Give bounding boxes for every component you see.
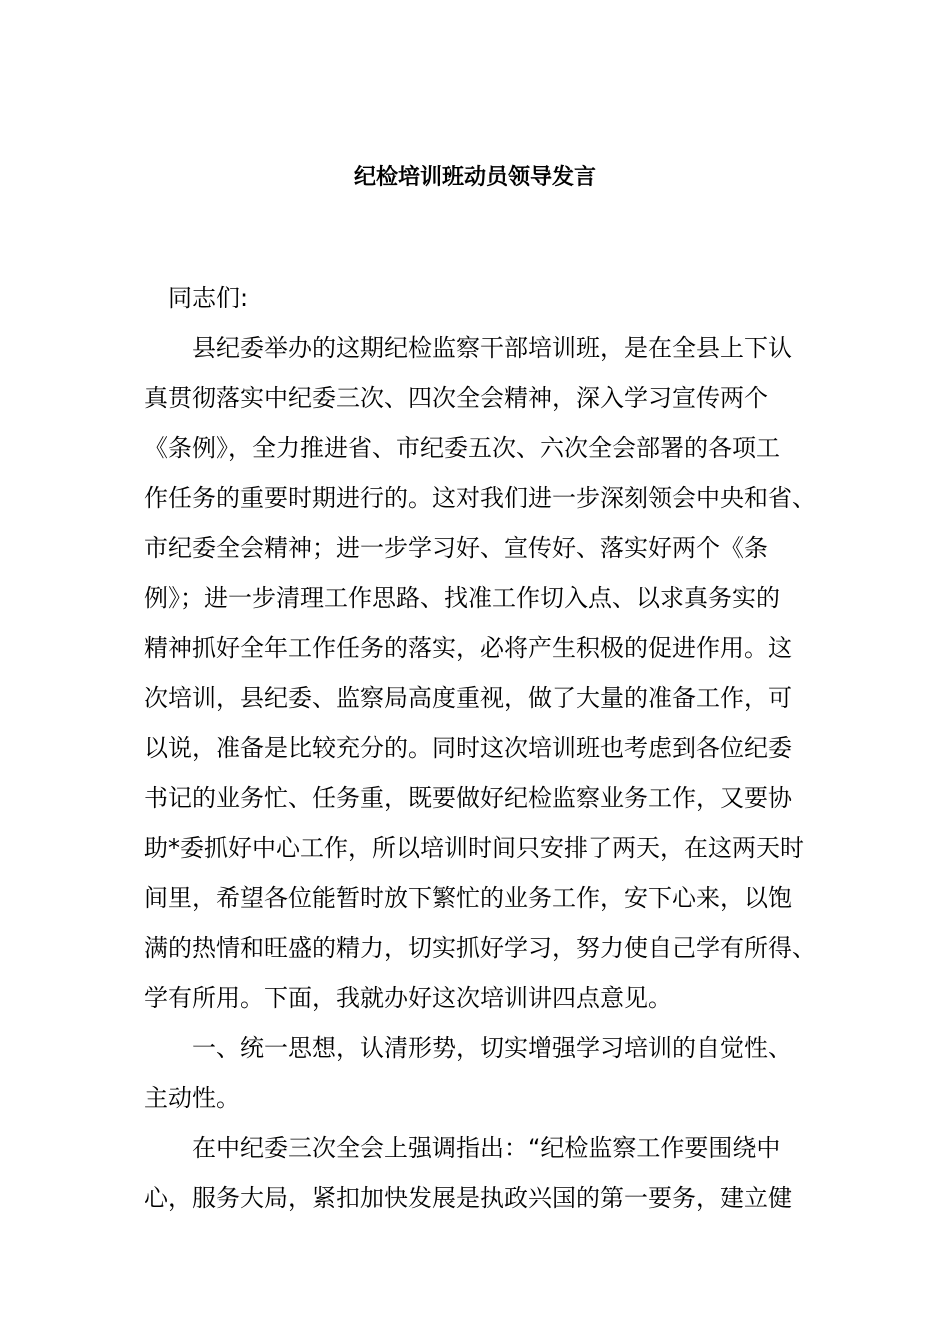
salutation-line: 同志们: (168, 284, 249, 312)
body-line: 间里，希望各位能暂时放下繁忙的业务工作，安下心来，以饱 (144, 884, 792, 912)
body-line: 学有所用。下面，我就办好这次培训讲四点意见。 (144, 984, 672, 1012)
body-line: 例》；进一步清理工作思路、找准工作切入点、以求真务实的 (144, 584, 780, 612)
body-line: 满的热情和旺盛的精力，切实抓好学习，努力使自己学有所得、 (144, 934, 816, 962)
section-heading-line: 一、统一思想，认清形势，切实增强学习培训的自觉性、 (192, 1034, 792, 1062)
document-title: 纪检培训班动员领导发言 (353, 165, 596, 190)
body-line: 精神抓好全年工作任务的落实，必将产生积极的促进作用。这 (144, 634, 792, 662)
body-line: 心，服务大局，紧扣加快发展是执政兴国的第一要务，建立健 (144, 1184, 792, 1212)
body-line: 县纪委举办的这期纪检监察干部培训班，是在全县上下认 (192, 334, 792, 362)
body-line: 次培训，县纪委、监察局高度重视，做了大量的准备工作，可 (144, 684, 792, 712)
body-line: 助*委抓好中心工作，所以培训时间只安排了两天，在这两天时 (144, 834, 804, 862)
body-line: 在中纪委三次全会上强调指出：“纪检监察工作要围绕中 (192, 1134, 781, 1162)
body-line: 书记的业务忙、任务重，既要做好纪检监察业务工作，又要协 (144, 784, 792, 812)
body-line: 市纪委全会精神；进一步学习好、宣传好、落实好两个《条 (144, 534, 768, 562)
section-heading-line: 主动性。 (144, 1084, 240, 1112)
document-body (144, 273, 814, 1223)
body-line: 作任务的重要时期进行的。这对我们进一步深刻领会中央和省、 (144, 484, 816, 512)
body-line: 以说，准备是比较充分的。同时这次培训班也考虑到各位纪委 (144, 734, 792, 762)
body-line: 真贯彻落实中纪委三次、四次全会精神，深入学习宣传两个 (144, 384, 768, 412)
body-line: 《条例》，全力推进省、市纪委五次、六次全会部署的各项工 (144, 434, 780, 462)
